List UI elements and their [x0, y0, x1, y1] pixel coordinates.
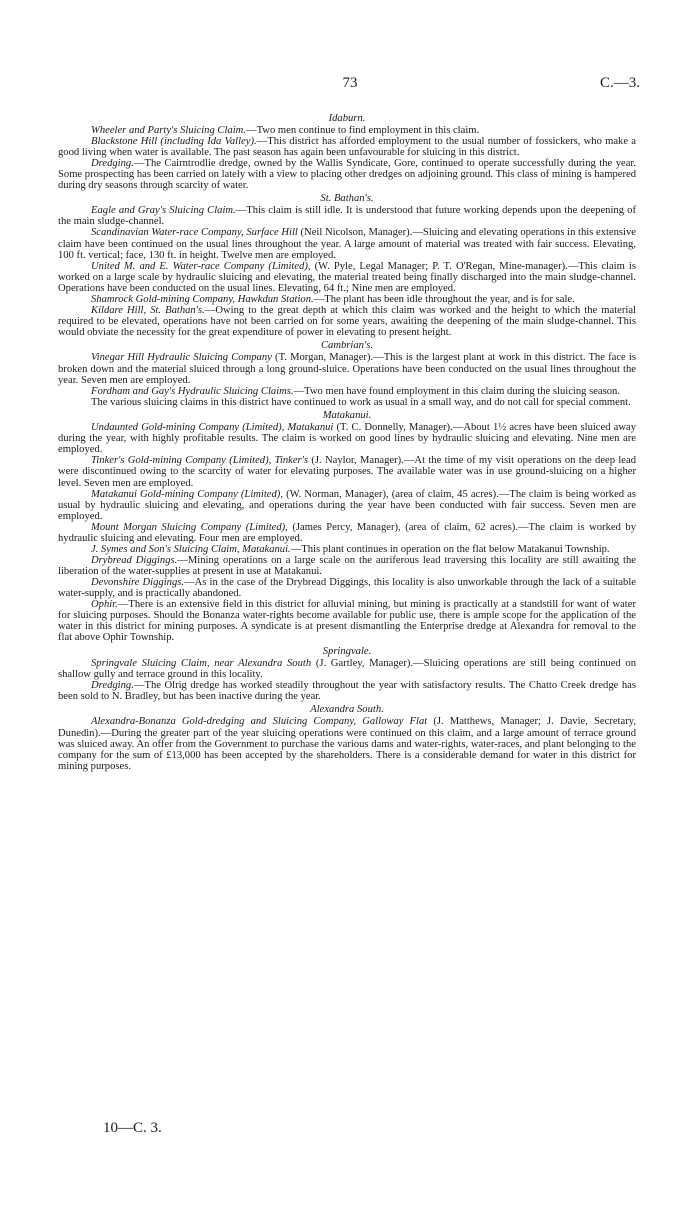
paragraph-title: Mount Morgan Sluicing Company (Limited),	[91, 521, 288, 533]
paragraph	[58, 455, 636, 488]
paragraph-title: Blackstone Hill (including Ida Valley).	[91, 135, 257, 147]
section-heading: Springvale.	[322, 645, 372, 657]
paragraph-title: Drybread Diggings.	[91, 554, 178, 566]
paragraph-text: —Two men continue to find employment in this claim.	[245, 124, 480, 136]
section-heading: St. Bathan's.	[320, 193, 374, 205]
paragraph-title: Vinegar Hill Hydraulic Sluicing Company	[91, 352, 272, 364]
section-heading: Alexandra South.	[310, 704, 384, 716]
paragraph-text: —This claim is still idle. It is understood that future working depends upon the deepening of the main sludge-channel.	[58, 205, 636, 228]
paragraph-text: (W. Norman, Manager), (area of claim, 45 acres).—The claim is being worked as usual by hydraulic sluicing and elevating, and operations during the year have been conducted with fair success. Seven men are employed.	[58, 488, 636, 522]
paragraph-text: —Owing to the great depth at which this claim was worked and the height to which the material required to be elevated, operations have not been carried on for some years, awaiting the deepening of the main sludge-channel. This would obviate the necessity for the great expenditure of power in elevating to present height.	[58, 304, 636, 338]
paragraph	[58, 205, 636, 227]
paragraph-title: Shamrock Gold-mining Company, Hawkdun Station.	[91, 293, 314, 305]
paragraph	[58, 352, 636, 385]
paragraph-title: J. Symes and Son's Sluicing Claim, Matakanui.	[91, 543, 291, 555]
paragraph-text: —The plant has been idle throughout the year, and is for sale.	[313, 293, 575, 305]
document-reference: C.—3.	[599, 75, 640, 91]
paragraph-text: (J. Gartley, Manager).—Sluicing operations are still being continued on shallow gully and terrace ground in this locality.	[58, 657, 636, 680]
paragraph	[58, 397, 636, 408]
paragraph	[58, 386, 636, 397]
paragraph	[58, 658, 636, 680]
report-body	[58, 110, 636, 772]
paragraph-text: The various sluicing claims in this district have continued to work as usual in a small way, and do not call for special comment.	[91, 396, 631, 408]
paragraph-text: (T. C. Donnelly, Manager).—About 1½ acres have been sluiced away during the year, with highly profitable results. The claim is worked on good lines by hydraulic sluicing and elevating. Nine men are employed.	[58, 422, 636, 456]
paragraph-text: (James Percy, Manager), (area of claim, 62 acres).—The claim is worked by hydraulic sluicing and elevating. Four men are employed.	[58, 521, 636, 544]
paragraph-text: —This district has afforded employment to the usual number of fossickers, who make a good living when water is available. The past season has again been unfavourable for sluicing in this district.	[58, 135, 636, 158]
paragraph-title: Fordham and Gay's Hydraulic Sluicing Claims.	[91, 385, 294, 397]
paragraph-title: Dredging.	[91, 679, 134, 691]
paragraph-title: Undaunted Gold-mining Company (Limited), Matakanui	[91, 422, 334, 434]
paragraph-text: (J. Matthews, Manager; J. Davie, Secretary, Dunedin).—During the greater part of the year sluicing operations were continued on this claim, and a large amount of terrace ground was sluiced away. An offer from the Government to purchase the various dams and water-rights, water-races, and plant belonging to the company for the sum of £13,000 has been accepted by the shareholders. There is a considerable demand for water in this district for mining purposes.	[58, 716, 636, 772]
section-heading: Idaburn.	[328, 112, 366, 124]
paragraph-text: (T. Morgan, Manager).—This is the largest plant at work in this district. The face is broken down and the material sluiced through a long ground-sluice. Operations have been conducted on the usual lines throughout the year. Seven men are employed.	[58, 352, 636, 386]
paragraph-text: —The Cairntrodlie dredge, owned by the Wallis Syndicate, Gore, continued to operate successfully during the year. Some prospecting has been carried on lately with a view to placing other dredges on adjoining ground. This class of mining is hampered during dry seasons through scarcity of water.	[58, 157, 636, 191]
paragraph-title: United M. and E. Water-race Company (Limited),	[91, 260, 311, 272]
paragraph-title: Alexandra-Bonanza Gold-dredging and Sluicing Company, Galloway Flat	[91, 716, 428, 728]
paragraph-title: Devonshire Diggings.	[91, 576, 185, 588]
paragraph-title: Matakanui Gold-mining Company (Limited),	[91, 488, 283, 500]
page-number: 73	[342, 75, 358, 91]
paragraph-text: (Neil Nicolson, Manager).—Sluicing and elevating operations in this extensive claim have been continued on the usual lines throughout the year. A large amount of material was treated with fair success. Elevating, 100 ft. vertical; face, 130 ft. in height. Twelve men are employed.	[58, 227, 636, 261]
paragraph	[58, 555, 636, 577]
paragraph	[58, 522, 636, 544]
paragraph	[58, 294, 636, 305]
paragraph	[58, 227, 636, 260]
paragraph	[58, 716, 636, 771]
paragraph	[58, 544, 636, 555]
paragraph-title: Wheeler and Party's Sluicing Claim.	[91, 124, 246, 136]
section-heading: Matakanui.	[322, 410, 372, 422]
paragraph-text: —There is an extensive field in this district for alluvial mining, but mining is practically at a standstill for want of water for sluicing purposes. Should the Bonanza water-rights become available for public use, there is ample scope for the application of the water in this district for mining purposes. A syndicate is at present dismantling the Enterprise dredge at Alexandra for removal to the flat above Ophir Township.	[58, 599, 636, 644]
paragraph-text: —Two men have found employment in this claim during the sluicing season.	[293, 385, 620, 397]
paragraph	[58, 136, 636, 158]
paragraph	[58, 599, 636, 643]
paragraph-title: Eagle and Gray's Sluicing Claim.	[91, 205, 236, 217]
paragraph	[58, 125, 636, 136]
paragraph-text: —Mining operations on a large scale on the auriferous lead traversing this locality are still awaiting the liberation of the water-supplies at present in use at Matakanui.	[58, 554, 636, 577]
paragraph-text: —This plant continues in operation on the flat below Matakanui Township.	[290, 543, 610, 555]
paragraph-text: —As in the case of the Drybread Diggings, this locality is also unworkable through the lack of a suitable water-supply, and is practically abandoned.	[58, 576, 637, 599]
paragraph	[58, 489, 636, 522]
paragraph	[58, 422, 636, 455]
paragraph-text: —The Olrig dredge has worked steadily throughout the year with satisfactory results. The Chatto Creek dredge has been sold to N. Bradley, but has been inactive during the year.	[58, 679, 636, 702]
paragraph-title: Ophir.	[91, 599, 118, 611]
paragraph-text: (J. Naylor, Manager).—At the time of my visit operations on the deep lead were discontinued owing to the scarcity of water for elevating purposes. The available water was in use ground-sluicing on a higher level. Seven men are employed.	[58, 455, 637, 489]
paragraph-title: Kildare Hill, St. Bathan's.	[91, 304, 205, 316]
paragraph	[58, 305, 636, 338]
paragraph-title: Dredging.	[91, 157, 134, 169]
paragraph-text: (W. Pyle, Legal Manager; P. T. O'Regan, Mine-manager).—This claim is worked on a large scale by hydraulic sluicing and elevating, the material treated being finally discharged into the main sludge-channel. Operations have been conducted on the usual lines. Elevating, 64 ft.; Nine men are employed.	[58, 260, 636, 294]
paragraph	[58, 680, 636, 702]
paragraph-title: Scandinavian Water-race Company, Surface Hill	[91, 227, 298, 239]
section-heading: Cambrian's.	[320, 340, 373, 352]
paragraph	[58, 158, 636, 191]
paragraph-title: Tinker's Gold-mining Company (Limited), Tinker's	[91, 455, 309, 467]
paragraph	[58, 261, 636, 294]
paragraph-title: Springvale Sluicing Claim, near Alexandra South	[91, 657, 312, 669]
sheet-signature: 10—C. 3.	[103, 1120, 162, 1136]
paragraph	[58, 577, 636, 599]
